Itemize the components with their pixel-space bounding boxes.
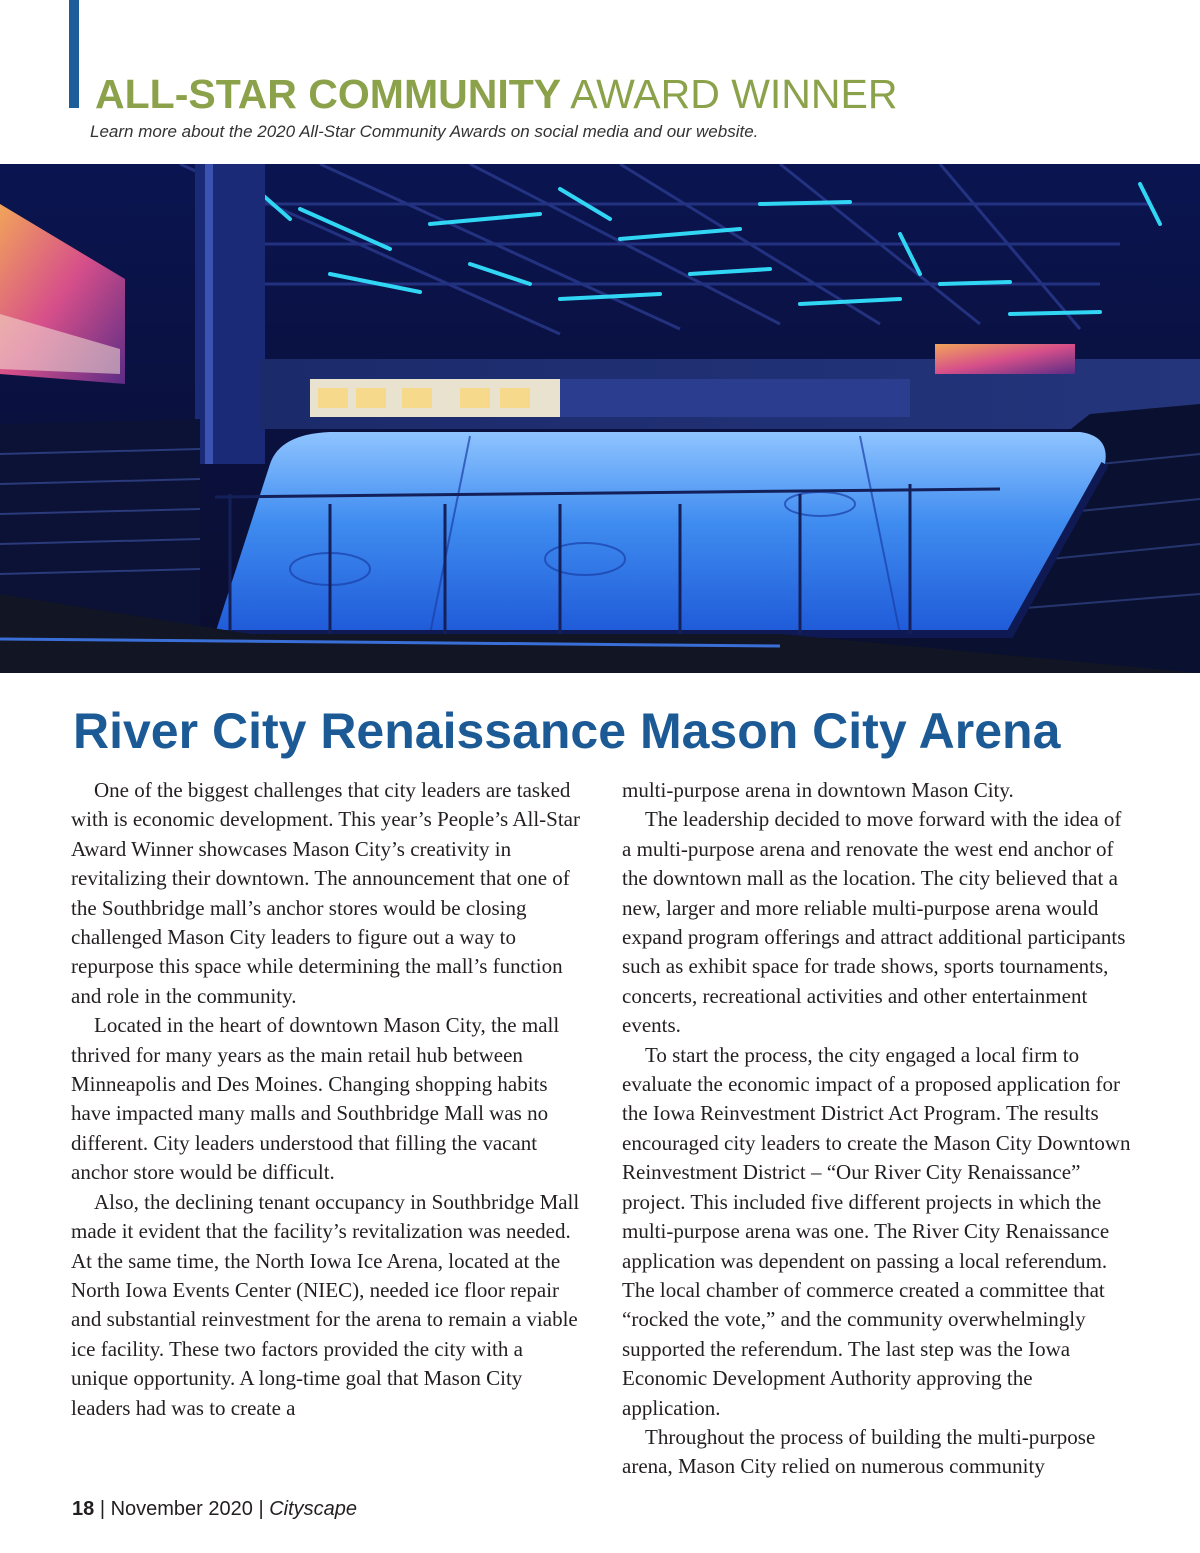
body-paragraph-continued: multi-purpose arena in downtown Mason City. — [622, 778, 1014, 802]
article-left-column — [71, 776, 581, 1423]
body-paragraph: One of the biggest challenges that city leaders are tasked with is economic development. This year’s People’s All-Star Award Winner showcases Mason City’s creativity in revitalizing their downtown. The announcement that one of the Southbridge mall’s anchor stores would be closing challenged Mason City leaders to figure out a way to repurpose this space while determining the mall’s function and role in the community. — [71, 778, 580, 1008]
kicker-bold: ALL-STAR COMMUNITY — [95, 71, 562, 117]
header-accent-bar — [69, 0, 79, 108]
body-paragraph: The leadership decided to move forward with the idea of a multi-purpose arena and renovate the west end anchor of the downtown mall as the location. The city believed that a new, larger and more reliable multi-purpose arena would expand program offerings and attract additional participants such as exhibit space for trade shows, sports tournaments, concerts, recreational activities and other entertainment events. — [622, 807, 1126, 1038]
page-number: 18 — [72, 1498, 95, 1520]
section-kicker — [95, 68, 898, 120]
section-subline: Learn more about the 2020 All-Star Community Awards on social media and our website. — [90, 122, 759, 141]
arena-photo — [0, 164, 1200, 673]
body-paragraph: Located in the heart of downtown Mason City, the mall thrived for many years as the main retail hub between Minneapolis and Des Moines. Changing shopping habits have impacted many malls and Southbridge Mall was no different. City leaders understood that filling the vacant anchor store would be difficult. — [71, 1013, 560, 1185]
kicker-rest: AWARD WINNER — [570, 71, 898, 117]
page-footer — [72, 1497, 357, 1521]
article-headline: River City Renaissance Mason City Arena — [73, 703, 1061, 759]
footer-separator: | — [99, 1498, 106, 1520]
article-right-column — [622, 776, 1132, 1482]
magazine-name: Cityscape — [269, 1498, 358, 1520]
body-paragraph: To start the process, the city engaged a local firm to evaluate the economic impact of a proposed application for the Iowa Reinvestment District Act Program. The results encouraged city leaders to create the Mason City Downtown Reinvestment District – “Our River City Renaissance” project. This included five different projects in which the multi-purpose arena was one. The River City Renaissance application was dependent on passing a local referendum. The local chamber of commerce created a committee that “rocked the vote,” and the community overwhelmingly supported the referendum. The last step was the Iowa Economic Development Authority approving the application. — [622, 1042, 1131, 1420]
issue-date: November 2020 — [110, 1498, 253, 1520]
body-paragraph: Also, the declining tenant occupancy in Southbridge Mall made it evident that the facility’s revitalization was needed. At the same time, the North Iowa Ice Arena, located at the North Iowa Events Center (NIEC), needed ice floor repair and substantial reinvestment for the arena to remain a viable ice facility. These two factors provided the city with a unique opportunity. A long-time goal that Mason City leaders had was to create a — [71, 1189, 580, 1420]
footer-separator: | — [258, 1498, 264, 1520]
body-paragraph: Throughout the process of building the multi-purpose arena, Mason City relied on numerous community — [622, 1424, 1096, 1479]
